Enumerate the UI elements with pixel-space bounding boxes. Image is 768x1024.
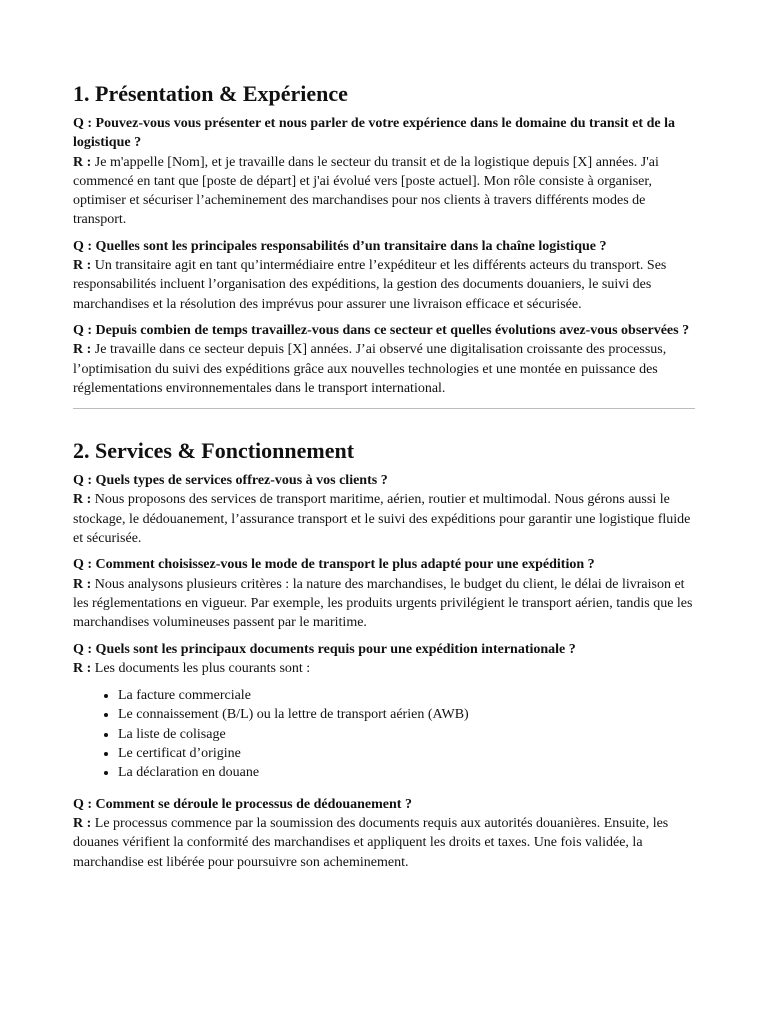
answer: Le processus commence par la soumission des documents requis aux autorités douanières. Ensuite, les douanes vérifient la conformité des marchandises et appliquent les droits et taxes. Une fois validée, la marchandise est libérée pour poursuivre son acheminement. — [73, 815, 669, 870]
section-divider — [73, 408, 695, 409]
answer-label: R : — [73, 660, 92, 676]
section-title: 2. Services & Fonctionnement — [73, 438, 355, 464]
list-item: • La déclaration en douane — [118, 763, 695, 782]
answer: Nous analysons plusieurs critères : la nature des marchandises, le budget du client, le délai de livraison et les réglementations en vigueur. Par exemple, les produits urgents privilégient le transport aérien, tandis que les marchandises volumineuses passent par le maritime. — [73, 576, 693, 631]
section-services — [73, 437, 695, 872]
answer: Un transitaire agit en tant qu’intermédiaire entre l’expéditeur et les différents acteurs du transport. Ses responsabilités incluent l’organisation des expéditions, la gestion des documents douaniers, le suivi des marchandises et la résolution des imprévus pour assurer une livraison efficace et sécurisée. — [73, 258, 667, 312]
qa-item — [73, 321, 695, 398]
qa-item — [73, 114, 695, 230]
question: Q : Pouvez-vous vous présenter et nous parler de votre expérience dans le domaine du transit et de la logistique ? — [73, 116, 675, 151]
question: Q : Quels types de services offrez-vous à vos clients ? — [73, 473, 388, 489]
answer-label: R : — [73, 576, 92, 592]
qa-item — [73, 555, 695, 632]
qa-item — [73, 795, 695, 872]
question: Q : Quelles sont les principales responsabilités d’un transitaire dans la chaîne logistique ? — [73, 238, 607, 254]
qa-item — [73, 640, 695, 783]
question: Q : Comment se déroule le processus de dédouanement ? — [73, 796, 412, 812]
answer-label: R : — [73, 342, 92, 358]
section-presentation — [73, 80, 695, 398]
qa-item — [73, 237, 695, 314]
question: Q : Comment choisissez-vous le mode de transport le plus adapté pour une expédition ? — [73, 557, 595, 573]
document-content — [73, 80, 695, 879]
list-item: • Le connaissement (B/L) ou la lettre de transport aérien (AWB) — [118, 705, 695, 724]
list-item: • La liste de colisage — [118, 725, 695, 744]
section-title: 1. Présentation & Expérience — [73, 81, 348, 106]
answer-label: R : — [73, 258, 92, 274]
documents-list — [73, 686, 695, 782]
list-item: • Le certificat d’origine — [118, 744, 695, 763]
answer: Je m'appelle [Nom], et je travaille dans le secteur du transit et de la logistique depuis [X] années. J'ai commencé en tant que [poste de départ] et j'ai évolué vers [poste actuel]. Mon rôle consiste à organiser, optimiser et sécuriser l’acheminement des marchandises pour nos clients à travers différents modes de transport. — [73, 154, 659, 228]
answer: Nous proposons des services de transport maritime, aérien, routier et multimodal. Nous gérons aussi le stockage, le dédouanement, l’assurance transport et le suivi des expéditions pour garantir une logistique fluide et sécurisée. — [73, 492, 691, 547]
list-item: • La facture commerciale — [118, 686, 695, 705]
answer-label: R : — [73, 815, 92, 831]
qa-item — [73, 471, 695, 548]
answer-label: R : — [73, 492, 92, 508]
answer: Je travaille dans ce secteur depuis [X] années. J’ai observé une digitalisation croissante des processus, l’optimisation du suivi des expéditions grâce aux nouvelles technologies et une montée en puissance des réglementations environnementales dans le transport international. — [73, 342, 667, 396]
answer: Les documents les plus courants sont : — [91, 660, 311, 676]
question: Q : Depuis combien de temps travaillez-vous dans ce secteur et quelles évolutions avez-vous observées ? — [73, 322, 690, 338]
answer-label: R : — [73, 154, 92, 170]
question: Q : Quels sont les principaux documents requis pour une expédition internationale ? — [73, 641, 576, 657]
